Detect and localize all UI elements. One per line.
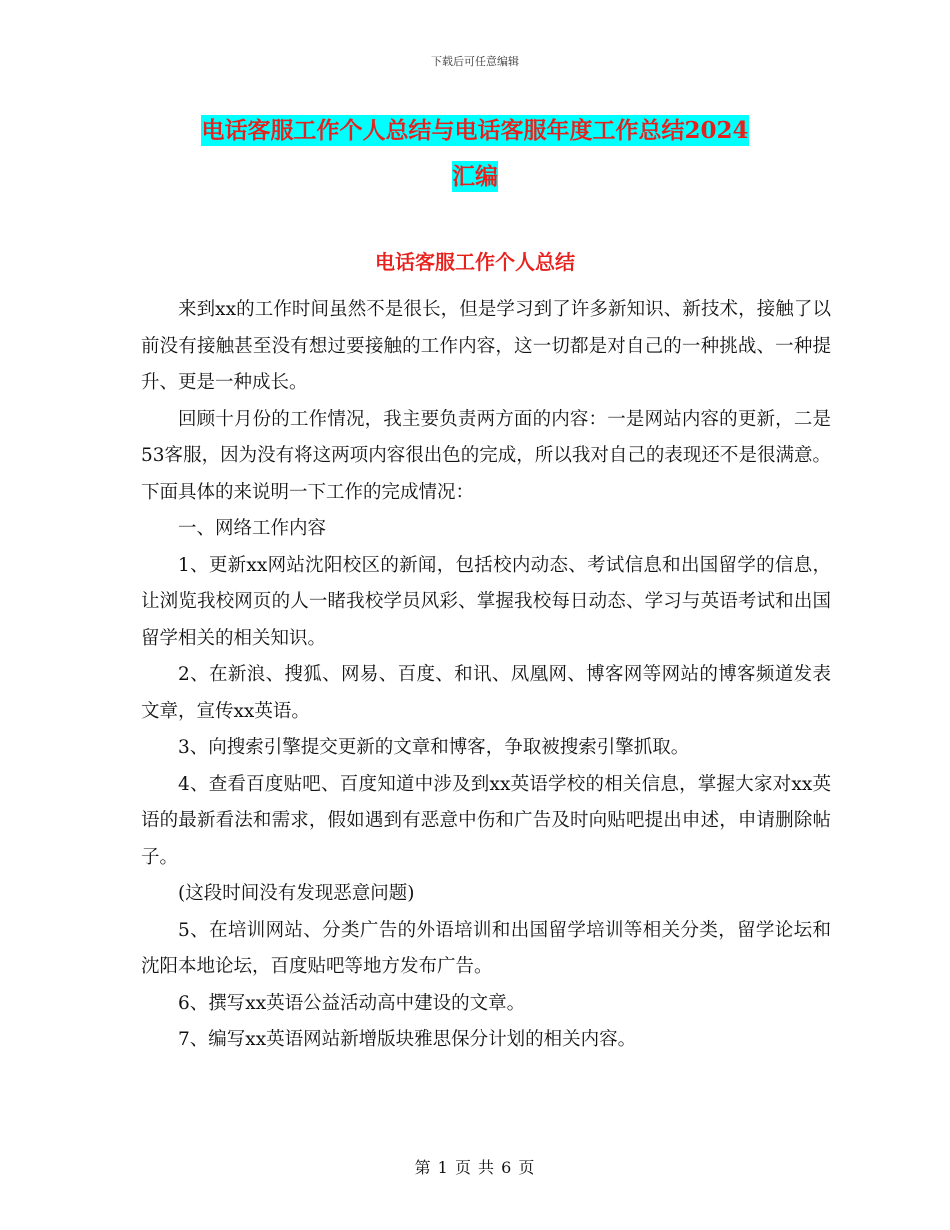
document-title-line-2: 汇编 (452, 163, 498, 190)
list-item: 5、在培训网站、分类广告的外语培训和出国留学培训等相关分类，留学论坛和沈阳本地论坛，百度贴吧等地方发布广告。 (141, 919, 831, 977)
section-heading: 一、网络工作内容 (178, 518, 327, 539)
document-title (190, 108, 760, 200)
list-item: 2、在新浪、搜狐、网易、百度、和讯、凤凰网、博客网等网站的博客频道发表文章，宣传xx英语。 (141, 664, 831, 722)
list-item: 6、撰写xx英语公益活动高中建设的文章。 (178, 992, 526, 1014)
paragraph: 回顾十月份的工作情况，我主要负责两方面的内容：一是网站内容的更新，二是53客服，因为没有将这两项内容很出色的完成，所以我对自己的表现还不是很满意。下面具体的来说明一下工作的完成情况： (141, 408, 831, 503)
list-item: 1、更新xx网站沈阳校区的新闻，包括校内动态、考试信息和出国留学的信息，让浏览我校网页的人一睹我校学员风彩、掌握我校每日动态、学习与英语考试和出国留学相关的相关知识。 (141, 554, 831, 649)
document-title-line-1: 电话客服工作个人总结与电话客服年度工作总结2024 (201, 117, 749, 144)
list-item: 3、向搜索引擎提交更新的文章和博客，争取被搜索引擎抓取。 (178, 737, 690, 758)
document-body (141, 292, 831, 1059)
page-number: 第 1 页 共 6 页 (414, 1158, 536, 1177)
list-item: 7、编写xx英语网站新增版块雅思保分计划的相关内容。 (178, 1029, 637, 1050)
list-item: 4、查看百度贴吧、百度知道中涉及到xx英语学校的相关信息，掌握大家对xx英语的最新看法和需求，假如遇到有恶意中伤和广告及时向贴吧提出申述，申请删除帖子。 (141, 773, 831, 868)
note-paragraph: (这段时间没有发现恶意问题) (178, 883, 415, 904)
paragraph: 来到xx的工作时间虽然不是很长，但是学习到了许多新知识、新技术，接触了以前没有接触甚至没有想过要接触的工作内容，这一切都是对自己的一种挑战、一种提升、更是一种成长。 (141, 299, 831, 393)
section-title: 电话客服工作个人总结 (375, 250, 575, 274)
page-header-note: 下载后可任意编辑 (431, 55, 519, 68)
